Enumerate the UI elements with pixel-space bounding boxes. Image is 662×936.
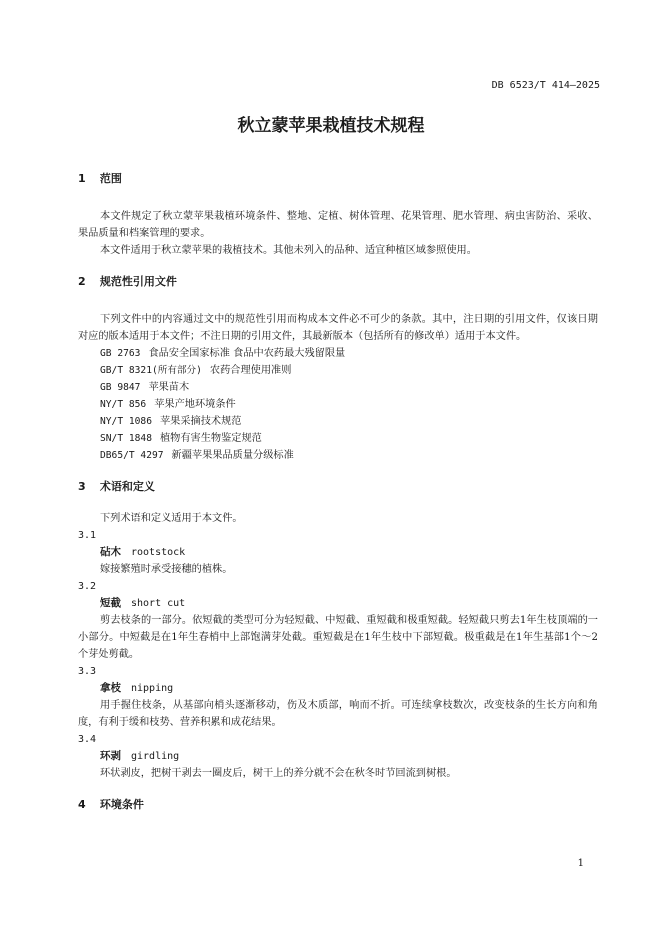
- reference-name: 新疆苹果果品质量分级标准: [171, 450, 294, 461]
- reference-item: [78, 362, 598, 379]
- reference-name: 苹果产地环境条件: [154, 399, 236, 410]
- reference-code: SN/T 1848: [100, 433, 152, 444]
- term-number: 3.1: [78, 530, 97, 541]
- doc-code: DB 6523/T 414—2025: [491, 80, 600, 91]
- term-heading: [78, 544, 598, 561]
- reference-name: 食品安全国家标准 食品中农药最大残留限量: [148, 348, 346, 359]
- scope-paragraph: 本文件规定了秋立蒙苹果栽植环境条件、整地、定植、树体管理、花果管理、肥水管理、病虫害防治、采收、果品质量和档案管理的要求。: [78, 211, 598, 239]
- term-chinese: 砧木: [100, 546, 121, 558]
- reference-name: 苹果采摘技术规范: [159, 416, 242, 427]
- reference-name: 植物有害生物鉴定规范: [159, 433, 262, 444]
- reference-code: NY/T 856: [100, 399, 147, 410]
- section-title: 范围: [99, 172, 122, 185]
- section-number: 3: [78, 480, 86, 493]
- section-title: 环境条件: [99, 798, 144, 811]
- term-definition: 嫁接繁殖时承受接穗的植株。: [100, 564, 233, 575]
- term-definition: 用手握住枝条，从基部向梢头逐渐移动，伤及木质部，响而不折。可连续拿枝数次，改变枝条的生长方向和角度，有利于缓和枝势、营养积累和成花结果。: [78, 700, 598, 728]
- term-heading: [78, 595, 598, 612]
- reference-item: [78, 430, 598, 447]
- term-chinese: 短截: [100, 597, 121, 609]
- page-number: 1: [577, 858, 584, 869]
- section-heading-environment: [78, 796, 598, 814]
- section-number: 2: [78, 275, 86, 288]
- term-definition: 剪去枝条的一部分。依短截的类型可分为轻短截、中短截、重短截和极重短截。轻短截只剪去1年生枝顶端的一小部分。中短截是在1年生春梢中上部饱满芽处截。重短截是在1年生枝中下部短截。极重截是在1年生基部1个～2个芽处剪截。: [78, 615, 598, 660]
- reference-code: NY/T 1086: [100, 416, 152, 427]
- term-definition: 环状剥皮，把树干剥去一圈皮后，树干上的养分就不会在秋冬时节回流到树根。: [100, 768, 457, 779]
- reference-item: [78, 413, 598, 430]
- term-number: 3.2: [78, 581, 97, 592]
- term-english: girdling: [131, 751, 180, 762]
- term-english: nipping: [131, 683, 174, 694]
- terms-intro: 下列术语和定义适用于本文件。: [100, 513, 243, 524]
- reference-code: GB 2763: [100, 348, 141, 359]
- term-chinese: 环剥: [100, 750, 121, 762]
- term-number: 3.3: [78, 666, 97, 677]
- document-body: [78, 170, 598, 814]
- section-title: 规范性引用文件: [99, 275, 177, 288]
- reference-code: GB 9847: [100, 382, 141, 393]
- section-heading-terms-definitions: [78, 478, 598, 496]
- reference-item: [78, 345, 598, 362]
- section-heading-normative-references: [78, 273, 598, 291]
- term-heading: [78, 748, 598, 765]
- term-english: rootstock: [131, 547, 186, 558]
- term-heading: [78, 680, 598, 697]
- reference-item: [78, 447, 598, 464]
- reference-name: 苹果苗木: [148, 382, 190, 393]
- reference-code: GB/T 8321(所有部分): [100, 365, 202, 376]
- section-title: 术语和定义: [99, 480, 155, 493]
- scope-paragraph: 本文件适用于秋立蒙苹果的栽植技术。其他未列入的品种、适宜种植区域参照使用。: [100, 245, 477, 256]
- section-heading-scope: [78, 170, 598, 188]
- page-title: 秋立蒙苹果栽植技术规程: [237, 116, 425, 136]
- section-number: 4: [78, 798, 86, 811]
- term-number: 3.4: [78, 734, 97, 745]
- section-number: 1: [78, 172, 86, 185]
- reference-item: [78, 379, 598, 396]
- reference-item: [78, 396, 598, 413]
- reference-name: 农药合理使用准则: [209, 365, 292, 376]
- term-chinese: 拿枝: [100, 682, 121, 694]
- term-english: short cut: [131, 598, 186, 609]
- references-intro: 下列文件中的内容通过文中的规范性引用而构成本文件必不可少的条款。其中，注日期的引用文件，仅该日期对应的版本适用于本文件；不注日期的引用文件，其最新版本（包括所有的修改单）适用于本文件。: [78, 314, 598, 342]
- reference-code: DB65/T 4297: [100, 450, 164, 461]
